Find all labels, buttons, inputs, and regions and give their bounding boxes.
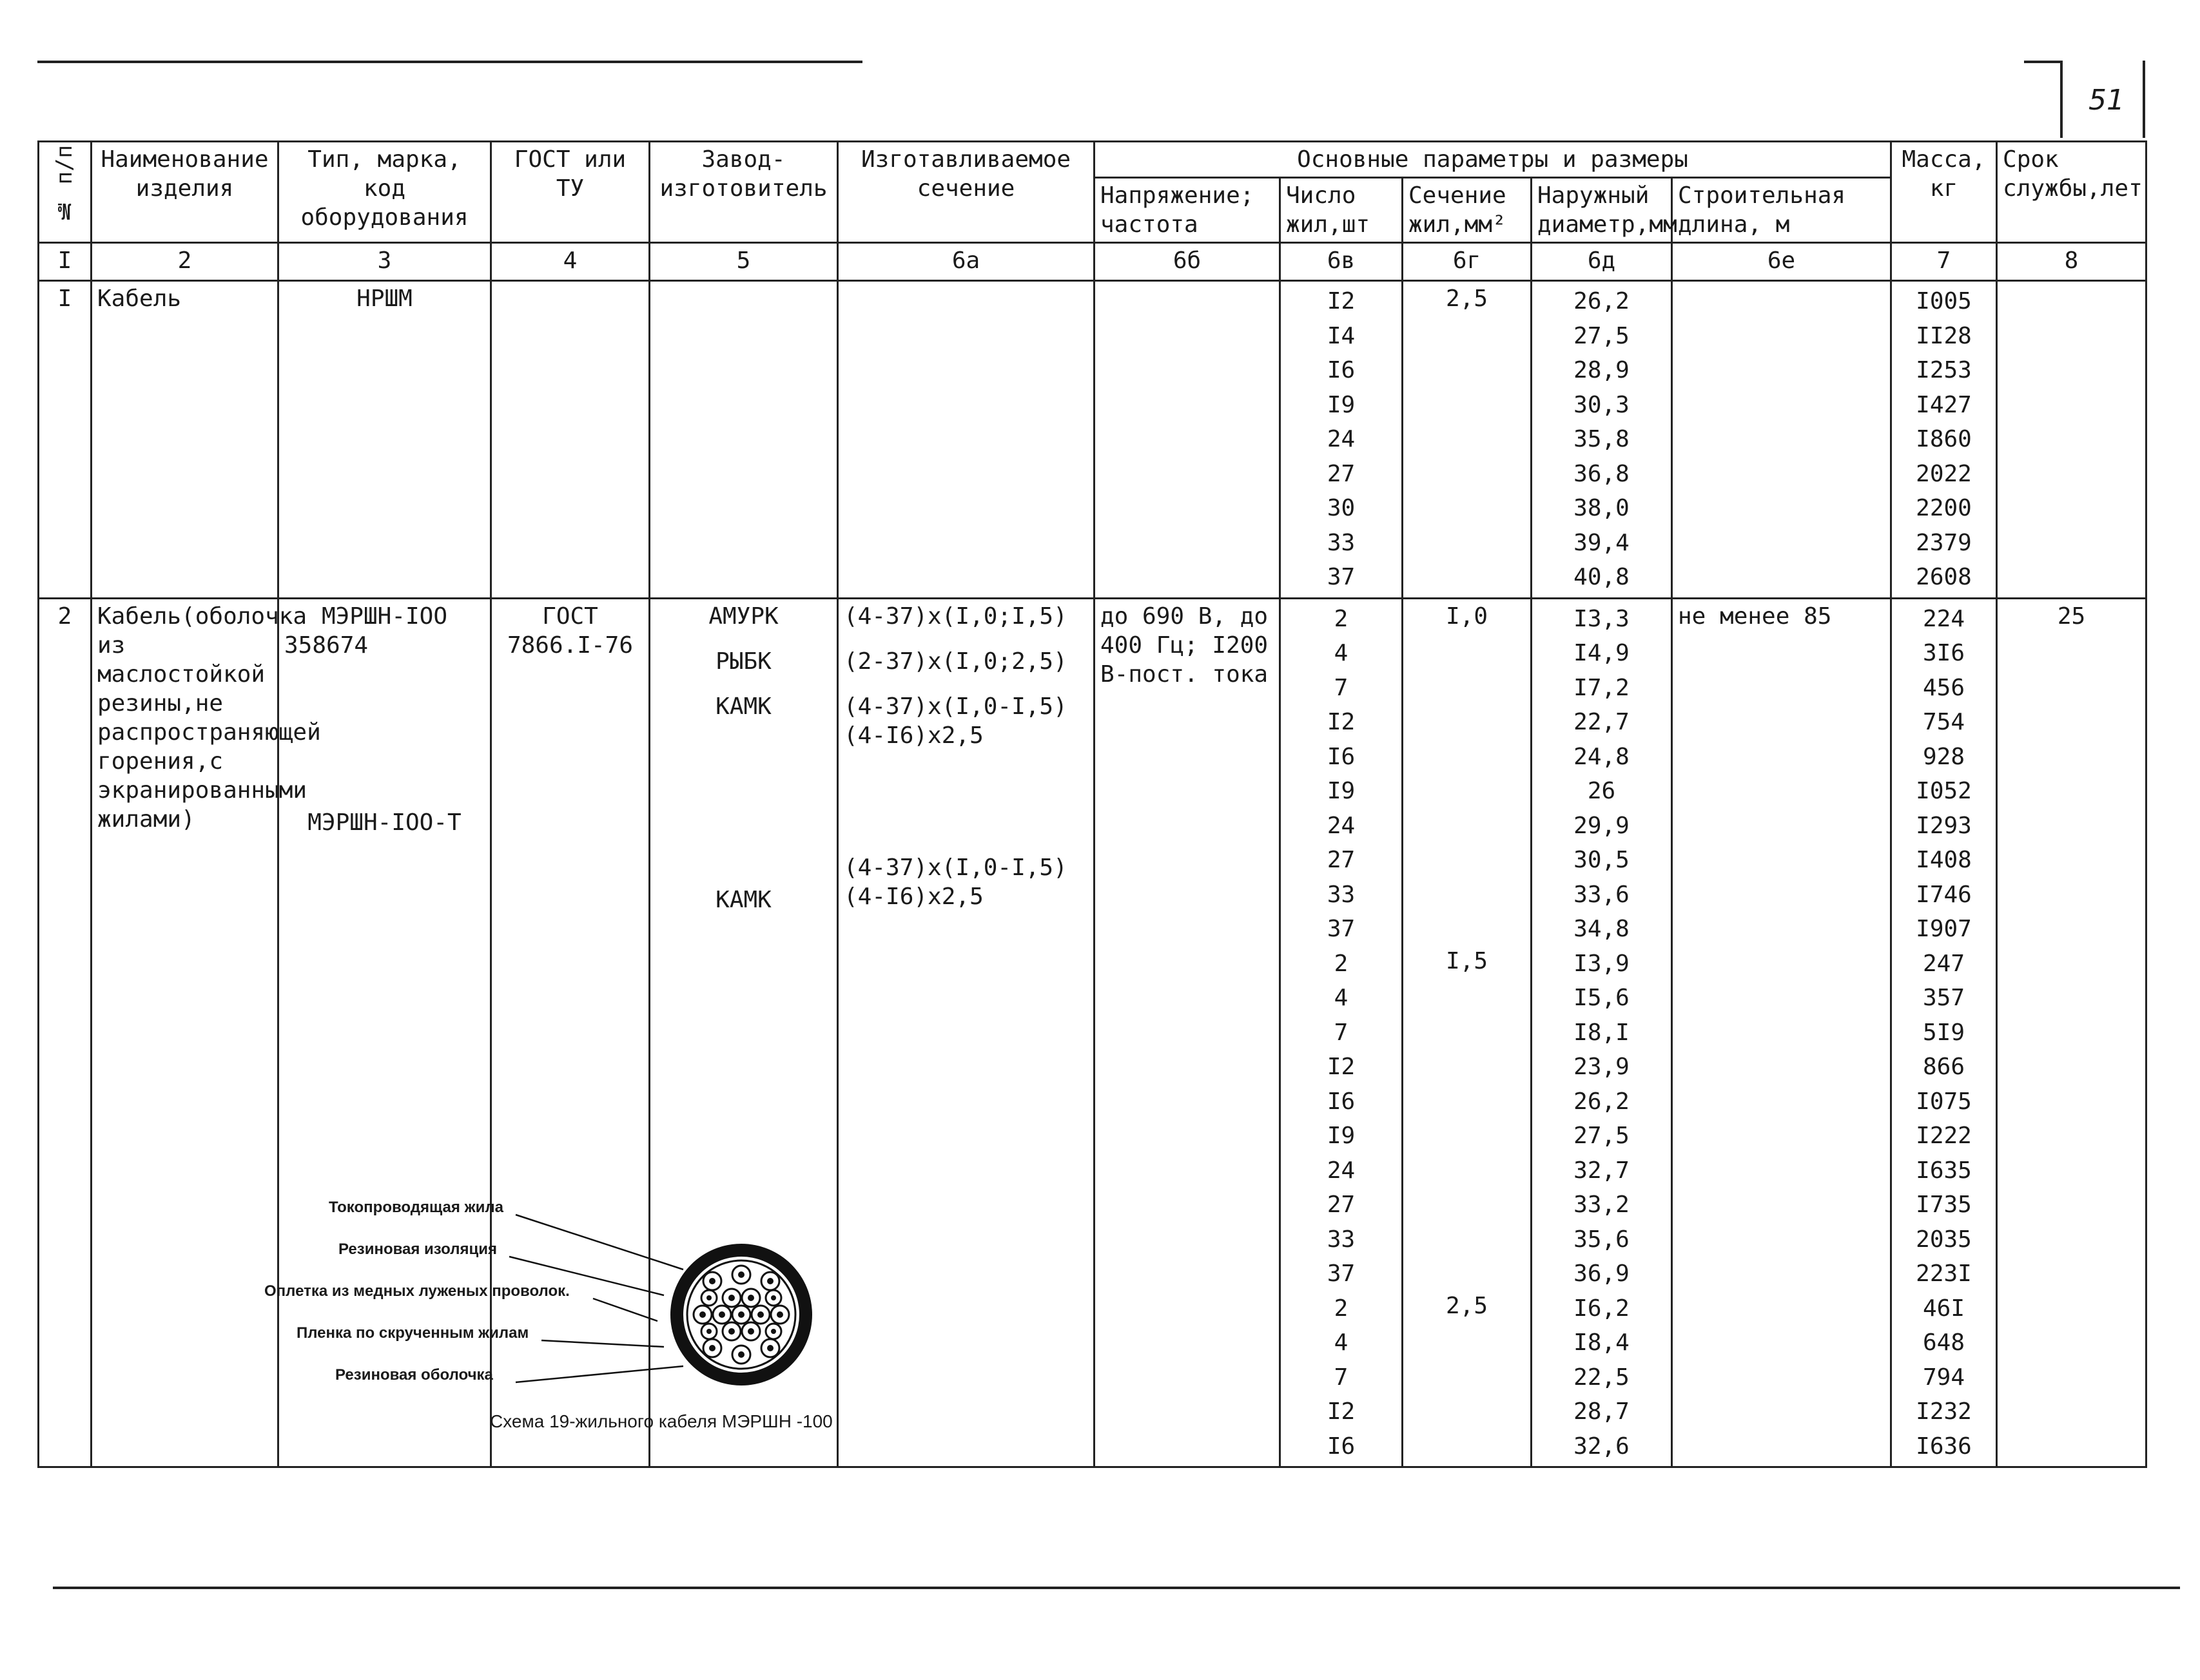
- row2-life: 25: [1997, 598, 2146, 1467]
- list-item: I3,9: [1573, 950, 1630, 977]
- list-item: I075: [1916, 1088, 1972, 1115]
- list-item: 2035: [1916, 1226, 1972, 1253]
- list-item: 27,5: [1573, 1123, 1630, 1149]
- list-item: 23,9: [1573, 1054, 1630, 1080]
- diagram-label-braid: Оплетка из медных луженых проволок.: [264, 1282, 570, 1300]
- list-item: I746: [1916, 881, 1972, 908]
- header-cores: Число жил,шт: [1280, 178, 1403, 243]
- list-item: 648: [1923, 1329, 1965, 1356]
- list-item: 27,5: [1573, 322, 1630, 349]
- row2-maker3: КАМК: [715, 693, 772, 720]
- row1-section: [838, 281, 1095, 599]
- list-item: 5I9: [1923, 1019, 1965, 1046]
- list-item: I005: [1916, 288, 1972, 314]
- header-section: Изготавливаемое сечение: [838, 142, 1095, 243]
- header-name: Наименование изделия: [92, 142, 278, 243]
- list-item: 27: [1327, 847, 1356, 873]
- list-item: I2: [1327, 1054, 1356, 1080]
- list-item: I8,I: [1573, 1019, 1630, 1046]
- diagram-label-film: Пленка по скрученным жилам: [297, 1324, 529, 1342]
- row1-cores: [1280, 281, 1403, 599]
- diagram-label-sheath: Резиновая оболочка: [335, 1366, 493, 1384]
- list-item: I9: [1327, 778, 1356, 804]
- list-item: 3I6: [1923, 640, 1965, 666]
- header-life: Срок службы,лет: [1997, 142, 2146, 243]
- list-item: I6: [1327, 357, 1356, 383]
- row1-num: I: [39, 281, 92, 599]
- row1-diameters: [1532, 281, 1672, 599]
- list-item: 24,8: [1573, 743, 1630, 770]
- header-diameter: Наружный диаметр,мм: [1532, 178, 1672, 243]
- list-item: 928: [1923, 743, 1965, 770]
- list-item: I5,6: [1573, 985, 1630, 1011]
- colnum: 5: [650, 243, 838, 281]
- list-item: I293: [1916, 812, 1972, 839]
- list-item: 27: [1327, 460, 1356, 487]
- list-item: 2379: [1916, 529, 1972, 556]
- row2-sec2: (2-37)x(I,0;2,5): [844, 648, 1067, 675]
- row2-masses: [1891, 598, 1997, 1467]
- list-item: 39,4: [1573, 529, 1630, 556]
- list-item: I7,2: [1573, 674, 1630, 701]
- list-item: 4: [1334, 1329, 1348, 1356]
- list-item: 37: [1327, 1260, 1356, 1287]
- list-item: I232: [1916, 1398, 1972, 1425]
- row2-sec3: (4-37)x(I,0-I,5): [844, 693, 1067, 720]
- row2-core-sections: [1403, 598, 1532, 1467]
- header-voltage: Напряжение; частота: [1095, 178, 1280, 243]
- list-item: 33: [1327, 1226, 1356, 1253]
- header-params-group: Основные параметры и размеры: [1095, 142, 1891, 178]
- list-item: 2200: [1916, 495, 1972, 521]
- colnum: 3: [278, 243, 491, 281]
- colnum: 4: [491, 243, 650, 281]
- row2-name: Кабель(оболочка из маслостойкой резины,не распространяющей горения,с экранированными жилами): [92, 598, 278, 1467]
- list-item: I222: [1916, 1123, 1972, 1149]
- list-item: I3,3: [1573, 605, 1630, 632]
- row2-sec6: (4-I6)x2,5: [844, 883, 984, 910]
- row2-groupB-section: I,5: [1445, 947, 1488, 974]
- row1-voltage: [1095, 281, 1280, 599]
- list-item: I2: [1327, 288, 1356, 314]
- row2-length: не менее 85: [1672, 598, 1891, 1467]
- diagram-label-insulation: Резиновая изоляция: [338, 1241, 497, 1258]
- list-item: 223I: [1916, 1260, 1972, 1287]
- colnum: I: [39, 243, 92, 281]
- list-item: I6: [1327, 1433, 1356, 1460]
- page-number: 51: [2088, 84, 2125, 117]
- list-item: I6: [1327, 1088, 1356, 1115]
- list-item: 4: [1334, 985, 1348, 1011]
- row2-groupC-section: 2,5: [1445, 1292, 1488, 1319]
- list-item: 33,6: [1573, 881, 1630, 908]
- list-item: I2: [1327, 709, 1356, 735]
- list-item: I907: [1916, 916, 1972, 942]
- list-item: I253: [1916, 357, 1972, 383]
- list-item: 2608: [1916, 564, 1972, 590]
- list-item: 36,9: [1573, 1260, 1630, 1287]
- list-item: 7: [1334, 674, 1348, 701]
- colnum: 6е: [1672, 243, 1891, 281]
- list-item: 2022: [1916, 460, 1972, 487]
- list-item: 37: [1327, 564, 1356, 590]
- list-item: 456: [1923, 674, 1965, 701]
- row2-maker1: АМУРК: [708, 603, 779, 630]
- row1-length: [1672, 281, 1891, 599]
- list-item: II28: [1916, 322, 1972, 349]
- diagram-label-conductor: Токопроводящая жила: [329, 1199, 503, 1216]
- cable-cross-section-drawing: [258, 1199, 902, 1411]
- cable-cross-section-diagram: [258, 1199, 902, 1456]
- list-item: I8,4: [1573, 1329, 1630, 1356]
- row1-life: [1997, 281, 2146, 599]
- list-item: 24: [1327, 426, 1356, 452]
- list-item: I6: [1327, 743, 1356, 770]
- bottom-rule: [53, 1587, 2180, 1589]
- row2-gost: ГОСТ 7866.I-76: [491, 598, 650, 1467]
- list-item: I636: [1916, 1433, 1972, 1460]
- row2-type1: МЭРШН-IOO: [321, 603, 448, 630]
- list-item: 2: [1334, 1295, 1348, 1322]
- header-core-section: Сечение жил,мм²: [1403, 178, 1532, 243]
- list-item: 794: [1923, 1364, 1965, 1391]
- list-item: 26: [1587, 778, 1616, 804]
- list-item: I9: [1327, 1123, 1356, 1149]
- row2-cores: [1280, 598, 1403, 1467]
- list-item: 754: [1923, 709, 1965, 735]
- list-item: 32,6: [1573, 1433, 1630, 1460]
- list-item: I9: [1327, 391, 1356, 418]
- list-item: 30: [1327, 495, 1356, 521]
- header-mass: Масса, кг: [1891, 142, 1997, 243]
- header-gost: ГОСТ или ТУ: [491, 142, 650, 243]
- list-item: 866: [1923, 1054, 1965, 1080]
- colnum: 6а: [838, 243, 1095, 281]
- list-item: I860: [1916, 426, 1972, 452]
- list-item: 26,2: [1573, 288, 1630, 314]
- colnum: 6б: [1095, 243, 1280, 281]
- top-rule-right: [2024, 61, 2063, 63]
- list-item: I408: [1916, 847, 1972, 873]
- colnum: 7: [1891, 243, 1997, 281]
- list-item: 35,6: [1573, 1226, 1630, 1253]
- row2-sec1: (4-37)x(I,0;I,5): [844, 603, 1067, 630]
- list-item: 28,9: [1573, 357, 1630, 383]
- list-item: 2: [1334, 950, 1348, 977]
- colnum: 6г: [1403, 243, 1532, 281]
- list-item: 24: [1327, 1157, 1356, 1184]
- list-item: 22,5: [1573, 1364, 1630, 1391]
- header-maker: Завод-изготовитель: [650, 142, 838, 243]
- row2-num: 2: [39, 598, 92, 1467]
- list-item: 32,7: [1573, 1157, 1630, 1184]
- column-number-row: [39, 243, 2146, 281]
- list-item: I2: [1327, 1398, 1356, 1425]
- list-item: 30,3: [1573, 391, 1630, 418]
- list-item: 36,8: [1573, 460, 1630, 487]
- list-item: 34,8: [1573, 916, 1630, 942]
- row1-maker: [650, 281, 838, 599]
- list-item: I4: [1327, 322, 1356, 349]
- row2-code1: 358674: [284, 632, 369, 659]
- header-row-1: [39, 142, 2146, 178]
- list-item: 27: [1327, 1192, 1356, 1218]
- list-item: 4: [1334, 640, 1348, 666]
- list-item: 26,2: [1573, 1088, 1630, 1115]
- row1-masses: [1891, 281, 1997, 599]
- diagram-caption: Схема 19-жильного кабеля МЭРШН -100: [490, 1411, 833, 1431]
- list-item: 7: [1334, 1019, 1348, 1046]
- spacer: [656, 737, 832, 885]
- list-item: I427: [1916, 391, 1972, 418]
- list-item: 40,8: [1573, 564, 1630, 590]
- list-item: 24: [1327, 812, 1356, 839]
- list-item: 7: [1334, 1364, 1348, 1391]
- list-item: 33: [1327, 881, 1356, 908]
- page-number-divider: [2060, 61, 2063, 138]
- spacer: [844, 750, 1088, 853]
- top-rule: [37, 61, 862, 63]
- list-item: 30,5: [1573, 847, 1630, 873]
- colnum: 8: [1997, 243, 2146, 281]
- list-item: 37: [1327, 916, 1356, 942]
- row1-core-section: 2,5: [1403, 281, 1532, 599]
- row2-voltage: до 690 В, до 400 Гц; I200 В-пост. тока: [1095, 598, 1280, 1467]
- list-item: 33: [1327, 529, 1356, 556]
- list-item: 357: [1923, 985, 1965, 1011]
- list-item: 224: [1923, 605, 1965, 632]
- list-item: 46I: [1923, 1295, 1965, 1322]
- table-row-1: [39, 281, 2146, 599]
- row2-diameters: [1532, 598, 1672, 1467]
- row1-type: НРШМ: [278, 281, 491, 599]
- header-num: № п/п: [39, 142, 92, 243]
- page-number-divider-right: [2143, 61, 2145, 138]
- list-item: 33,2: [1573, 1192, 1630, 1218]
- row1-name: Кабель: [92, 281, 278, 599]
- row1-gost: [491, 281, 650, 599]
- list-item: 2: [1334, 605, 1348, 632]
- list-item: I635: [1916, 1157, 1972, 1184]
- list-item: I052: [1916, 778, 1972, 804]
- colnum: 2: [92, 243, 278, 281]
- list-item: 38,0: [1573, 495, 1630, 521]
- row2-type2: МЭРШН-IOO-Т: [307, 809, 462, 836]
- list-item: I735: [1916, 1192, 1972, 1218]
- list-item: 29,9: [1573, 812, 1630, 839]
- list-item: 28,7: [1573, 1398, 1630, 1425]
- list-item: I4,9: [1573, 640, 1630, 666]
- list-item: 22,7: [1573, 709, 1630, 735]
- colnum: 6д: [1532, 243, 1672, 281]
- list-item: 247: [1923, 950, 1965, 977]
- row2-sec5: (4-37)x(I,0-I,5): [844, 854, 1067, 881]
- list-item: I6,2: [1573, 1295, 1630, 1322]
- list-item: 35,8: [1573, 426, 1630, 452]
- header-type: Тип, марка, код оборудования: [278, 142, 491, 243]
- row2-maker2: РЫБК: [715, 648, 772, 675]
- row2-groupA-section: I,0: [1445, 603, 1488, 630]
- row2-maker4: КАМК: [715, 886, 772, 913]
- colnum: 6в: [1280, 243, 1403, 281]
- row2-sec4: (4-I6)x2,5: [844, 722, 984, 749]
- header-length: Строительная длина, м: [1672, 178, 1891, 243]
